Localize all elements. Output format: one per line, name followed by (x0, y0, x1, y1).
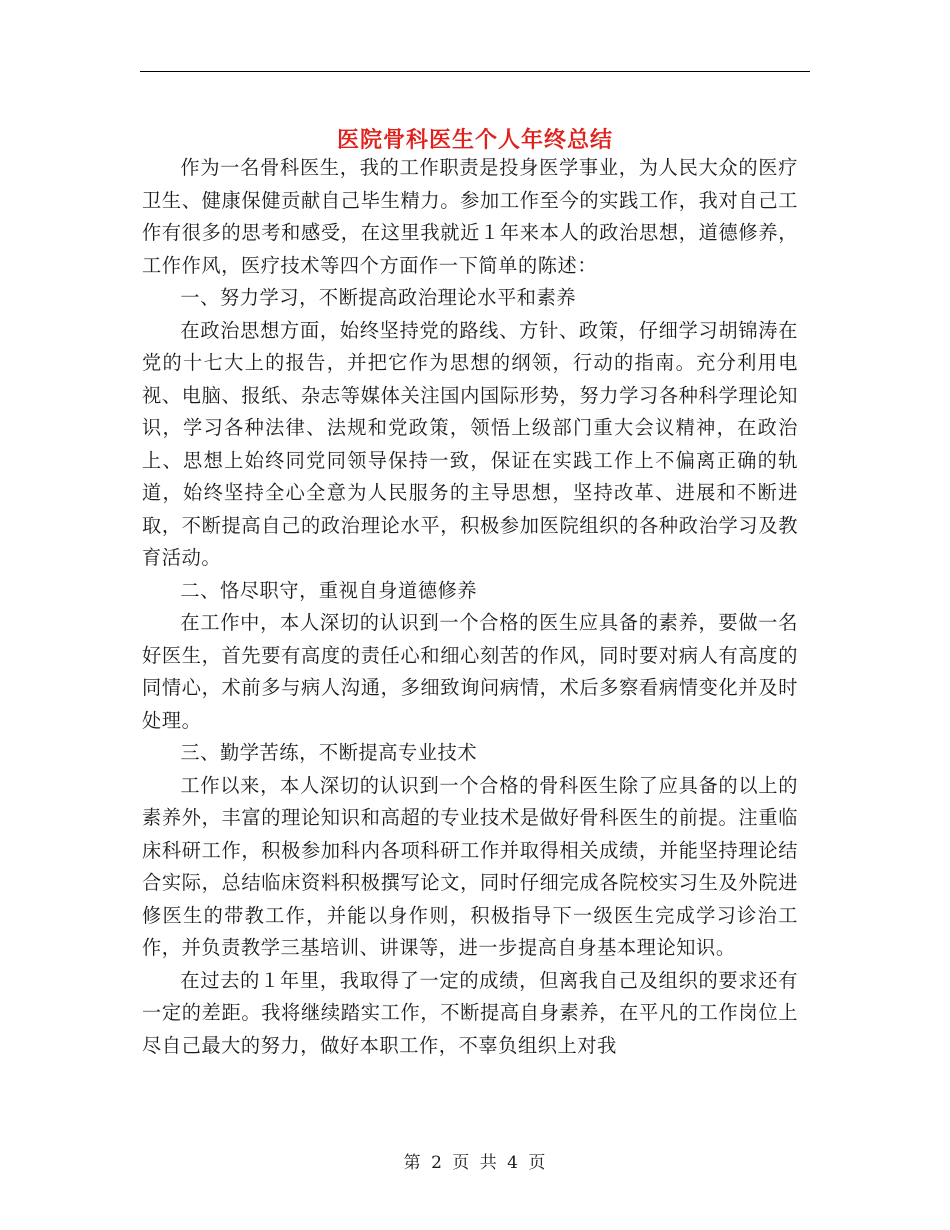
section-3-paragraph: 工作以来，本人深切的认识到一个合格的骨科医生除了应具备的以上的素养外，丰富的理论知识和高超的专业技术是做好骨科医生的前提。注重临床科研工作，积极参加科内各项科研工作并取得相关成绩，并能坚持理论结合实际，总结临床资料积极撰写论文，同时仔细完成各院校实习生及外院进修医生的带教工作，并能以身作则，积极指导下一级医生完成学习诊治工作，并负责教学三基培训、讲课等，进一步提高自身基本理论知识。 (142, 773, 798, 959)
section-heading-2: 二、恪尽职守，重视自身道德修养 (180, 578, 478, 602)
section-heading-3: 三、勤学苦练，不断提高专业技术 (180, 741, 478, 764)
section-2-paragraph: 在工作中，本人深切的认识到一个合格的医生应具备的素养，要做一名好医生，首先要有高度的责任心和细心刻苦的作风，同时要对病人有高度的同情心，术前多与病人沟通，多细致询问病情，术后多察看病情变化并及时处理。 (142, 611, 798, 732)
section-1-paragraph: 在政治思想方面，始终坚持党的路线、方针、政策，仔细学习胡锦涛在党的十七大上的报告，并把它作为思想的纲领，行动的指南。充分利用电视、电脑、报纸、杂志等媒体关注国内国际形势，努力学习各种科学理论知识，学习各种法律、法规和党政策，领悟上级部门重大会议精神，在政治上、思想上始终同党同领导保持一致，保证在实践工作上不偏离正确的轨道，始终坚持全心全意为人民服务的主导思想，坚持改革、进展和不断进取，不断提高自己的政治理论水平，积极参加医院组织的各种政治学习及教育活动。 (142, 318, 798, 569)
document-body (142, 152, 798, 1062)
closing-paragraph: 在过去的１年里，我取得了一定的成绩，但离我自己及组织的要求还有一定的差距。我将继续踏实工作，不断提高自身素养，在平凡的工作岗位上尽自己最大的努力，做好本职工作，不辜负组织上对我 (142, 968, 798, 1057)
section-heading-1: 一、努力学习，不断提高政治理论水平和素养 (180, 286, 577, 309)
header-rule (140, 71, 810, 72)
intro-paragraph: 作为一名骨科医生，我的工作职责是投身医学事业，为人民大众的医疗卫生、健康保健贡献自己毕生精力。参加工作至今的实践工作，我对自己工作有很多的思考和感受，在这里我就近１年来本人的政治思想，道德修养，工作作风，医疗技术等四个方面作一下简单的陈述： (142, 156, 798, 277)
document-title: 医院骨科医生个人年终总结 (336, 126, 613, 153)
page-number-footer: 第 2 页 共 4 页 (403, 1153, 547, 1173)
